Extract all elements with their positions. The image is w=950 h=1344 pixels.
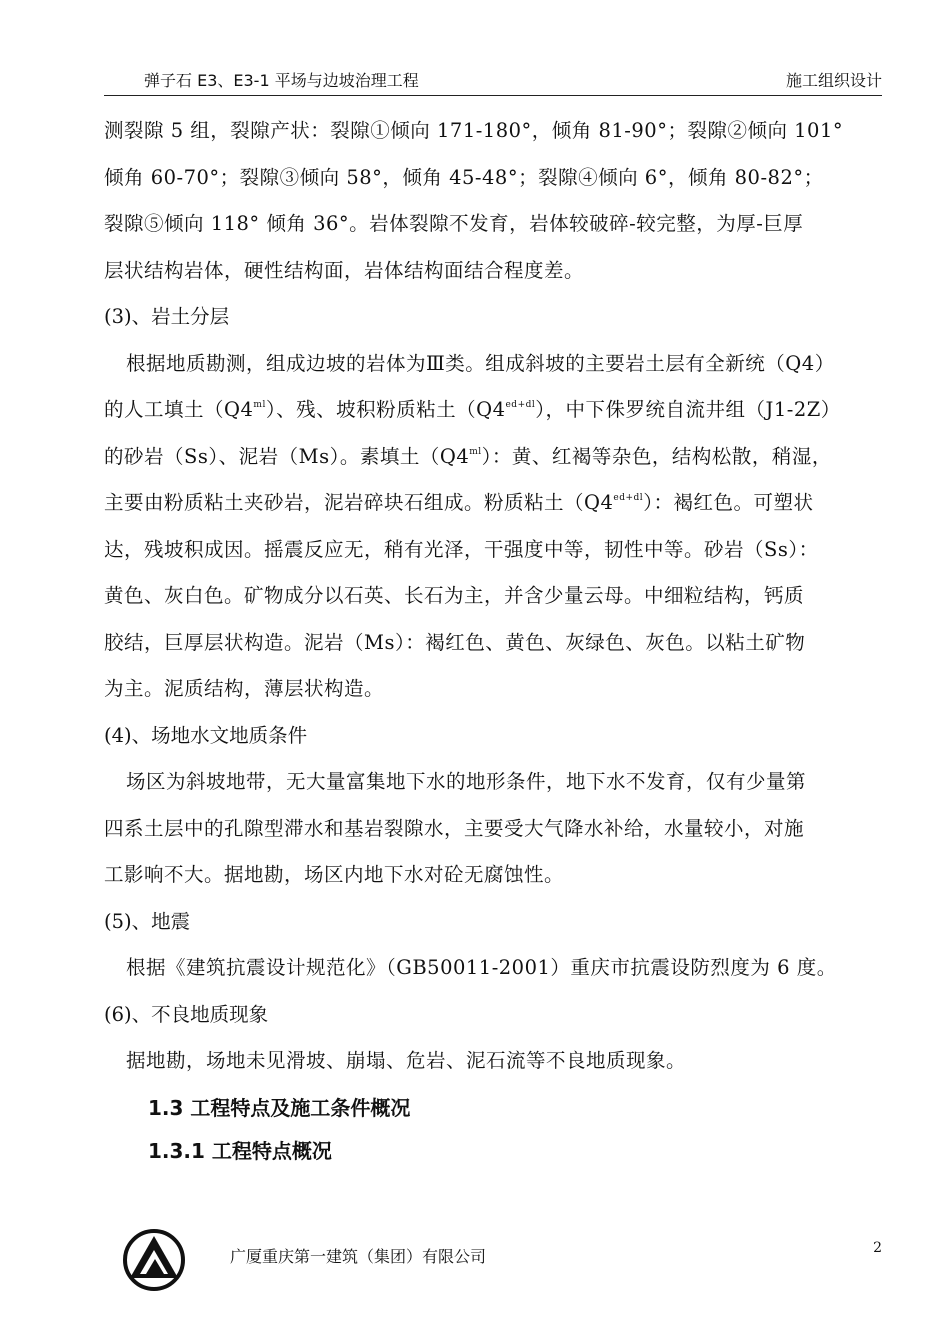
paragraph-strata: 根据地质勘测，组成边坡的岩体为Ⅲ类。组成斜坡的主要岩土层有全新统（Q4） 的人工填土$(Q4^{ml})$、残、坡积粉质粘土$(Q4^{ed+dl})$，中下侏罗统自流井组（J1-2Z） 的砂岩（Ss）、泥岩（Ms）。素填土$(Q4^{ml})$：黄、红褐等杂色，结构松散，稍湿， 主要由粉质粘土夹砂岩，泥岩碎块石组成。粉质粘土$(Q4^{ed+dl})$：褐红色。可塑状 达，残坡积成因。摇震反应无，稍有光泽，干强度中等，韧性中等。砂岩（Ss）： 黄色、灰白色。矿物成分以石英、长石为主，并含少量云母。中细粒结构，钙质 胶结，巨厚层状构造。泥岩（Ms）：褐红色、黄色、灰绿色、灰色。以粘土矿物 为主。泥质结构，薄层状构造。	[104, 351, 841, 700]
paragraph-fissures: 测裂隙 5 组，裂隙产状：裂隙①倾向 171-180°，倾角 81-90°；裂隙②倾向 101° 倾角 60-70°；裂隙③倾向 58°，倾角 45-48°；裂隙④倾向 6°，倾角 80-82°； 裂隙⑤倾向 118° 倾角 36°。岩体裂隙不发育，岩体较破碎-较完整，为厚-巨厚 层状结构岩体，硬性结构面，岩体结构面结合程度差。	[104, 119, 844, 282]
footer-company-name: 广厦重庆第一建筑（集团）有限公司	[230, 1247, 487, 1266]
page-footer	[104, 1226, 882, 1306]
section-title-earthquake: (5)、地震	[104, 909, 191, 933]
section-title-adverse-geology: (6)、不良地质现象	[104, 1002, 269, 1026]
section-title-strata: (3)、岩土分层	[104, 305, 230, 328]
paragraph-adverse-geology: 据地勘，场地未见滑坡、崩塌、危岩、泥石流等不良地质现象。	[126, 1049, 687, 1072]
document-body	[104, 108, 884, 1171]
header-doc-type: 施工组织设计	[785, 71, 882, 90]
page-number: 2	[873, 1240, 882, 1256]
header-project-title: 弹子石 E3、E3-1 平场与边坡治理工程	[144, 71, 419, 90]
company-triangle-logo-icon	[122, 1228, 186, 1292]
heading-1-3: 1.3 工程特点及施工条件概况	[148, 1095, 411, 1120]
header-divider	[104, 95, 882, 96]
section-title-hydrogeology: (4)、场地水文地质条件	[104, 723, 308, 747]
heading-1-3-1: 1.3.1 工程特点概况	[148, 1138, 332, 1163]
page-header	[104, 64, 882, 92]
paragraph-earthquake: 根据《建筑抗震设计规范化》（GB50011-2001）重庆市抗震设防烈度为 6 度。	[126, 956, 837, 979]
paragraph-hydrogeology: 场区为斜坡地带，无大量富集地下水的地形条件，地下水不发育，仅有少量第 四系土层中的孔隙型滞水和基岩裂隙水，主要受大气降水补给，水量较小，对施 工影响不大。据地勘，场区内地下水对砼无腐蚀性。	[104, 770, 807, 886]
